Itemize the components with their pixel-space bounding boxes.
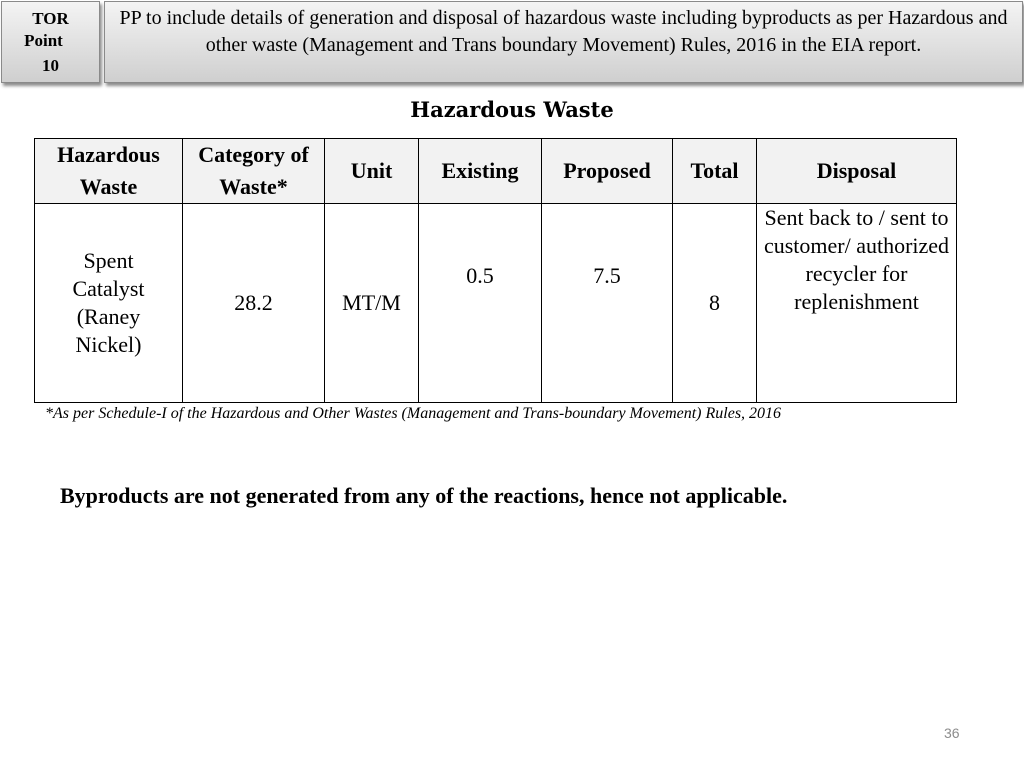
cell-waste-name: [35, 204, 183, 403]
cell-disposal-text: Sent back to / sent to customer/ authorized recycler for replenishment: [763, 205, 950, 314]
table-header-row: [35, 139, 957, 204]
tor-point-label: Point: [24, 31, 63, 50]
byproducts-note: Byproducts are not generated from any of the reactions, hence not applicable.: [60, 483, 788, 508]
header-proposed: Proposed: [542, 139, 673, 204]
tor-point-number: 10: [42, 56, 59, 75]
cell-existing: 0.5: [419, 204, 542, 403]
header-unit: Unit: [325, 139, 419, 204]
hazardous-waste-table: [34, 138, 957, 403]
cell-total: 8: [673, 204, 757, 403]
header-disposal: Disposal: [757, 139, 957, 204]
section-title: Hazardous Waste: [410, 97, 614, 122]
cell-disposal: [757, 204, 957, 403]
cell-waste-name-text: Spent Catalyst (Raney Nickel): [72, 248, 145, 357]
header-existing: Existing: [419, 139, 542, 204]
cell-proposed: 7.5: [542, 204, 673, 403]
cell-unit: MT/M: [325, 204, 419, 403]
tor-point-box: [1, 1, 100, 83]
header-category: Category of Waste*: [183, 139, 325, 204]
footnote: *As per Schedule-I of the Hazardous and Other Wastes (Management and Trans-boundary Movement) Rules, 2016: [45, 405, 782, 422]
page-number: 36: [944, 725, 960, 741]
table-row: [35, 204, 957, 403]
tor-header-text: [104, 1, 1023, 83]
header-total: Total: [673, 139, 757, 204]
cell-category: 28.2: [183, 204, 325, 403]
tor-label: TOR: [32, 9, 69, 28]
tor-requirement-text: PP to include details of generation and disposal of hazardous waste including byproducts as per Hazardous and other waste (Management and Trans boundary Movement) Rules, 2016 in the EIA report.: [119, 7, 1008, 56]
header-hazardous-waste: Hazardous Waste: [35, 139, 183, 204]
